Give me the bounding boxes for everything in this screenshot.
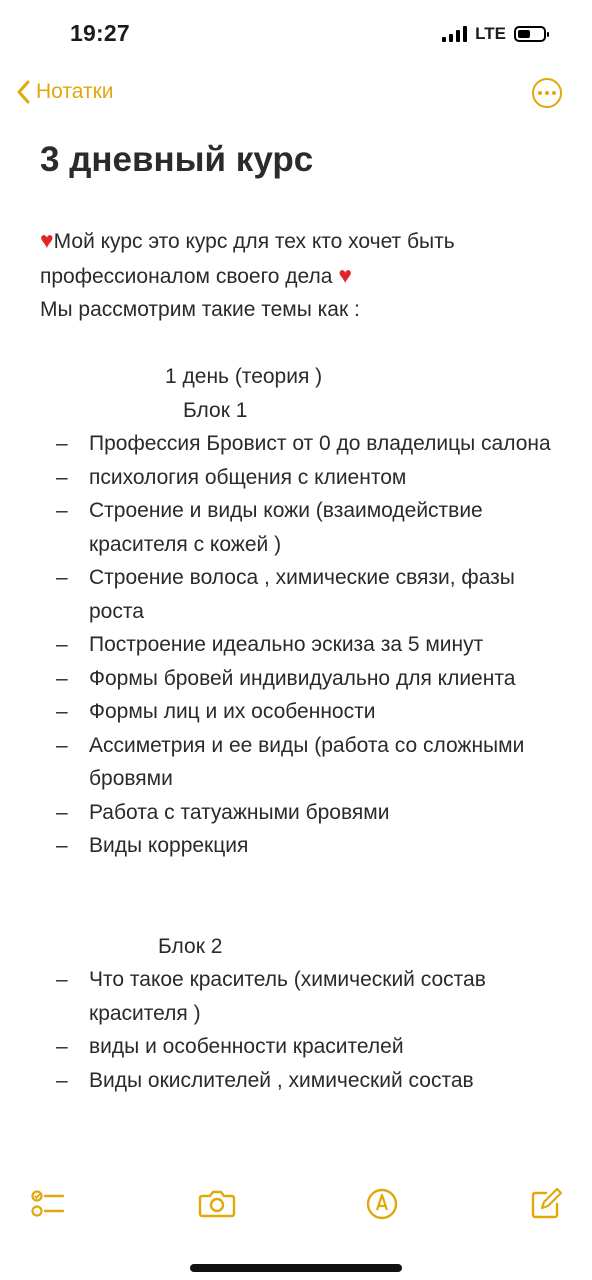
intro-line-1: ♥Мой курс это курс для тех кто хочет быть — [40, 227, 455, 253]
list-item: – Профессия Бровист от 0 до владелицы салона — [40, 427, 560, 461]
markup-pen-icon[interactable] — [364, 1186, 400, 1222]
home-indicator[interactable] — [190, 1264, 402, 1272]
list-item: – Строение волоса , химические связи, фазы роста — [40, 561, 560, 628]
list-item: – психология общения с клиентом — [40, 461, 560, 495]
bottom-toolbar — [0, 1180, 592, 1230]
signal-icon — [442, 26, 467, 42]
status-icons — [442, 24, 546, 44]
chevron-left-icon — [16, 80, 30, 104]
battery-icon — [514, 26, 546, 42]
list-item: – Виды коррекция — [40, 829, 560, 863]
block2-list — [40, 963, 560, 1097]
list-item: – виды и особенности красителей — [40, 1030, 560, 1064]
heart-icon: ♥ — [40, 227, 54, 253]
block1-list — [40, 427, 560, 863]
intro-line-2: профессионалом своего дела ♥ — [40, 261, 352, 288]
network-type: LTE — [475, 24, 506, 43]
nav-bar — [0, 74, 592, 120]
back-label: Нотатки — [36, 80, 114, 103]
block2-heading: Блок 2 — [158, 934, 223, 958]
note-title[interactable]: 3 дневный курс — [40, 140, 314, 179]
list-item: – Формы бровей индивидуально для клиента — [40, 662, 560, 696]
list-item: – Ассиметрия и ее виды (работа со сложными бровями — [40, 729, 560, 796]
status-bar — [0, 0, 592, 70]
block1-heading: Блок 1 — [183, 398, 248, 422]
list-item: – Виды окислителей , химический состав — [40, 1064, 560, 1098]
note-body[interactable] — [40, 224, 560, 1097]
list-item: – Формы лиц и их особенности — [40, 695, 560, 729]
list-item: – Строение и виды кожи (взаимодействие красителя с кожей ) — [40, 494, 560, 561]
compose-icon[interactable] — [528, 1186, 564, 1222]
intro-line-3: Мы рассмотрим такие темы как : — [40, 298, 360, 321]
list-item: – Что такое краситель (химический состав красителя ) — [40, 963, 560, 1030]
ellipsis-circle-icon[interactable] — [532, 78, 562, 108]
heart-icon: ♥ — [338, 261, 352, 288]
checklist-icon[interactable] — [30, 1186, 66, 1222]
status-time: 19:27 — [70, 20, 130, 46]
camera-icon[interactable] — [197, 1186, 237, 1222]
list-item: – Построение идеально эскиза за 5 минут — [40, 628, 560, 662]
day1-heading: 1 день (теория ) — [165, 365, 323, 388]
list-item: – Работа с татуажными бровями — [40, 796, 560, 830]
back-button[interactable] — [16, 80, 114, 104]
